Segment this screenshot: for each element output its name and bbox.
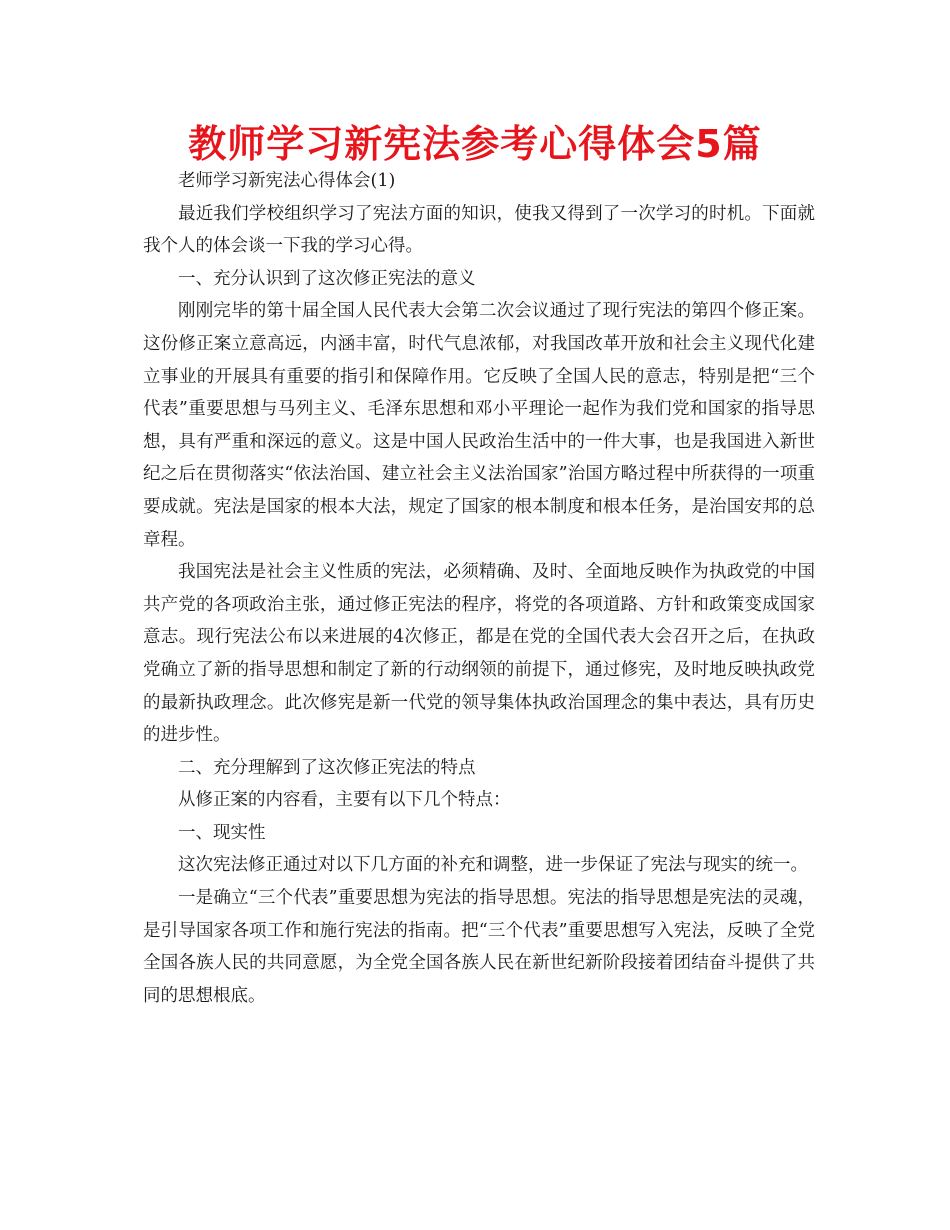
document-body — [143, 165, 815, 1012]
body-paragraph: 一是确立“三个代表”重要思想为宪法的指导思想。宪法的指导思想是宪法的灵魂，是引导国家各项工作和施行宪法的指南。把“三个代表”重要思想写入宪法，反映了全党全国各族人民的共同意愿，为全党全国各族人民在新世纪新阶段接着团结奋斗提供了共同的思想根底。 — [143, 888, 815, 1006]
subtitle-paragraph: 老师学习新宪法心得体会(1) — [178, 171, 396, 191]
document-title: 教师学习新宪法参考心得体会5篇 — [188, 122, 762, 166]
body-paragraph: 最近我们学校组织学习了宪法方面的知识，使我又得到了一次学习的时机。下面就我个人的体会谈一下我的学习心得。 — [143, 203, 815, 257]
body-paragraph: 从修正案的内容看，主要有以下几个特点： — [178, 790, 511, 811]
section-heading: 一、充分认识到了这次修正宪法的意义 — [178, 268, 476, 289]
section-heading: 二、充分理解到了这次修正宪法的特点 — [178, 757, 476, 778]
body-paragraph: 刚刚完毕的第十届全国人民代表大会第二次会议通过了现行宪法的第四个修正案。这份修正案立意高远，内涵丰富，时代气息浓郁，对我国改革开放和社会主义现代化建立事业的开展具有重要的指引和保障作用。它反映了全国人民的意志，特别是把“三个代表”重要思想与马列主义、毛泽东思想和邓小平理论一起作为我们党和国家的指导思想，具有严重和深远的意义。这是中国人民政治生活中的一件大事，也是我国进入新世纪之后在贯彻落实“依法治国、建立社会主义法治国家”治国方略过程中所获得的一项重要成就。宪法是国家的根本大法，规定了国家的根本制度和根本任务，是治国安邦的总章程。 — [143, 301, 815, 550]
body-paragraph: 这次宪法修正通过对以下几方面的补充和调整，进一步保证了宪法与现实的统一。 — [178, 855, 808, 876]
body-paragraph: 我国宪法是社会主义性质的宪法，必须精确、及时、全面地反映作为执政党的中国共产党的各项政治主张，通过修正宪法的程序，将党的各项道路、方针和政策变成国家意志。现行宪法公布以来进展的4次修正，都是在党的全国代表大会召开之后，在执政党确立了新的指导思想和制定了新的行动纲领的前提下，通过修宪，及时地反映执政党的最新执政理念。此次修宪是新一代党的领导集体执政治国理念的集中表达，具有历史的进步性。 — [143, 562, 815, 746]
subsection-heading: 一、现实性 — [178, 822, 266, 843]
